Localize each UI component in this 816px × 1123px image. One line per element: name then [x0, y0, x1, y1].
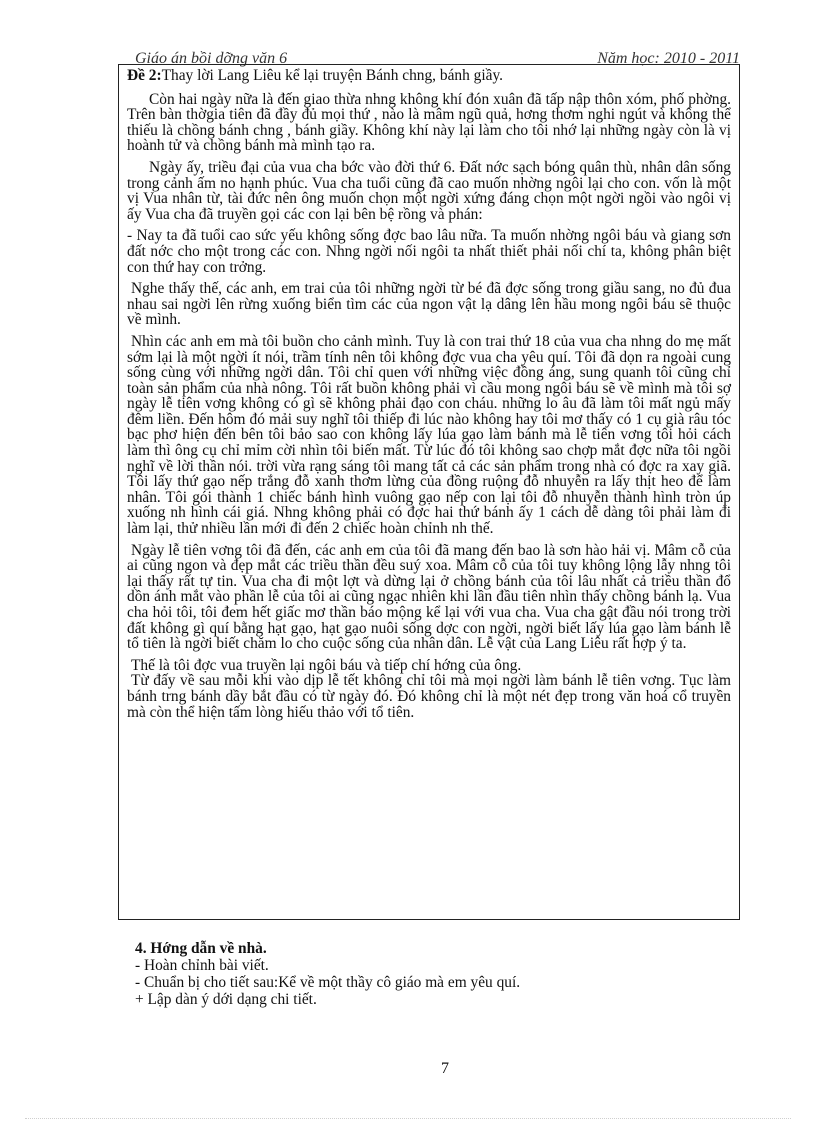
footer-divider [25, 1118, 791, 1119]
homework-item: - Chuẩn bị cho tiết sau:Kể về một thầy cô giáo mà em yêu quí. [135, 974, 521, 991]
essay-paragraph-3: - Nay ta đã tuổi cao sức yếu không sống đợc bao lâu nữa. Ta muốn nhờng ngôi báu và giang sơn đất nớc cho một trong các con. Nhng ngời nối ngôi ta nhất thiết phải nối chí ta, không phân biệt con thứ hay con trởng. [127, 227, 731, 276]
essay-paragraph-6: Ngày lễ tiên vơng tôi đã đến, các anh em của tôi đã mang đến bao là sơn hào hải vị. Mâm cỗ của ai cũng ngon và đẹp mắt các triều thần đều suý xoa. Mâm cỗ của tôi tuy không lộng lẫy nhng tôi lại thấy rất tự tin. Vua cha đi một lợt và dừng lại ở chồng bánh của tôi lâu nhất cả triều thần đổ dồn ánh mắt vào phần lễ của tôi ai cũng ngạc nhiên khi lần đầu tiên nhìn thấy chồng bánh lạ. Vua cha hỏi tôi, tôi đem hết giấc mơ thần báo mộng kể lại với vua cha. Vua cha gật đầu nói trong trời đất không gì quí bằng hạt gạo, hạt gạo nuôi sống dợc con ngời, ngời biết lấy lúa gạo làm bánh lễ tổ tiên là ngời biết chăm lo cho cuộc sống của nhân dân. Lễ vật của Lang Liêu rất hợp ý ta. [127, 541, 731, 653]
essay-paragraph-2: Ngày ấy, triều đại của vua cha bớc vào đời thứ 6. Đất nớc sạch bóng quân thù, nhân dân sống trong cảnh ấm no hạnh phúc. Vua cha tuổi cũng đã cao muốn nhờng ngôi lại cho con. vốn là một vị Vua nhân từ, tài đức nên ông muốn chọn một ngời xứng đáng chọn một ngời ngồi vào ngôi vị ấy Vua cha đã truyền gọi các con lại bên bệ rồng và phán: [127, 158, 731, 223]
header-subject: Giáo án bồi dỡng văn 6 [135, 50, 288, 67]
header-school-year: Năm học: 2010 - 2011 [597, 50, 740, 67]
essay-box [118, 64, 740, 920]
homework-section [135, 940, 740, 1008]
essay-paragraph-4: Nghe thấy thế, các anh, em trai của tôi những ngời từ bé đã đợc sống trong giầu sang, no đủ đua nhau sai ngời lên rừng xuống biển tìm các của ngon vật lạ dâng lên hầu mong ngôi báu sẽ thuộc về mình. [127, 280, 731, 329]
essay-paragraph-5: Nhìn các anh em mà tôi buồn cho cảnh mình. Tuy là con trai thứ 18 của vua cha nhng do mẹ mất sớm lại là một ngời ít nói, trầm tính nên tôi không đợc vua cha yêu quí. Tôi đã dọn ra ngoài cung sống cùng với những ngời dân. Tôi chỉ quen với những việc đồng áng, sung quanh tôi cũng chỉ toàn sản phẩm của nhà nông. Tôi rất buồn không phải vì cầu mong ngôi báu sẽ về mình mà tôi sợ ngày lễ tiên vơng không có gì sẽ không phải đạo con cháu. những lo âu đã làm tôi mất ngủ mấy đêm liền. Đến hôm đó mải suy nghĩ tôi thiếp đi lúc nào không hay tôi mơ thấy có 1 cụ già râu tóc bạc phơ hiện đến bên tôi bảo sao con không lấy lúa gạo làm bánh mà lễ tiên vơng tôi hỏi cách làm thì ông cụ chỉ mỉm cời nhìn tôi biến mất. Từ lúc đó tôi không sao chợp mắt đợc nữa tôi ngồi nghĩ về lời thần nói. trời vừa rạng sáng tôi mang tất cả các sản phẩm trong nhà có đợc ra xay giã. Tôi lấy thứ gạo nếp trắng đỗ xanh thơm lừng của đồng ruộng đỗ nhuyễn ra lấy thịt heo để làm nhân. Tôi gói thành 1 chiếc bánh hình vuông gạo nếp con lại tôi đỗ nhuyễn thành hình tròn úp xuống nh hình cái giá. Nhng không phải có đợc hai thứ bánh ấy 1 cách dễ dàng tôi phải làm đi làm lại, thử nhiều lần mới đi đến 2 chiếc hoàn chỉnh nh thế. [127, 332, 731, 538]
essay-title-label: Đề 2: [127, 67, 162, 84]
homework-item: - Hoàn chỉnh bài viết. [135, 957, 269, 974]
essay-paragraph-8: Từ đấy về sau mỗi khi vào dịp lễ tết không chỉ tôi mà mọi ngời làm bánh lễ tiên vơng. Tục làm bánh trng bánh dầy bắt đầu có từ ngày đó. Đó không chỉ là một nét đẹp trong văn hoá cổ truyền mà còn thể hiện tấm lòng hiếu thảo với tổ tiên. [127, 672, 731, 721]
essay-paragraph-1: Còn hai ngày nữa là đến giao thừa nhng không khí đón xuân đã tấp nập thôn xóm, phố phờng. Trên bàn thờgia tiên đã đầy đủ mọi thứ , nào là mâm ngũ quả, hơng thơm nghi ngút và không thể thiếu là chồng bánh chng , bánh giầy. Không khí này lại làm cho tôi nhớ lại những ngày còn là vị hoành tử và chồng bánh mà mình tạo ra. [127, 90, 731, 155]
essay-paragraph-7: Thế là tôi đợc vua truyền lại ngôi báu và tiếp chí hớng của ông. [131, 656, 522, 674]
essay-title-text: Thay lời Lang Liêu kể lại truyện Bánh chng, bánh giầy. [161, 67, 503, 84]
essay-title [127, 68, 731, 84]
homework-heading: 4. Hớng dẫn về nhà. [135, 940, 267, 957]
page-number: 7 [441, 1060, 449, 1077]
homework-item: + Lập dàn ý dới dạng chi tiết. [135, 991, 317, 1008]
